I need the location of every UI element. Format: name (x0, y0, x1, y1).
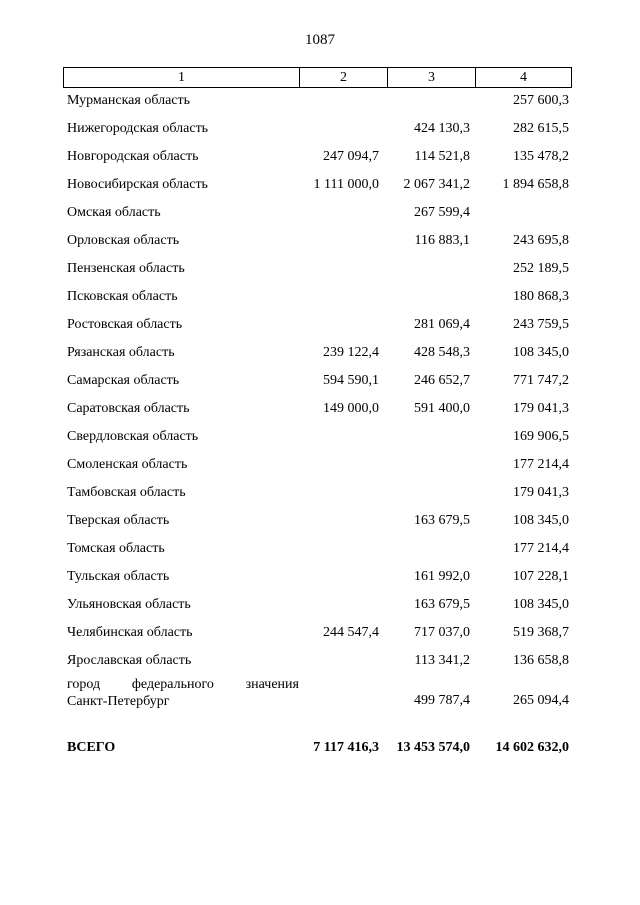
cell-col-3: 591 400,0 (414, 401, 470, 416)
cell-col-3: 161 992,0 (414, 569, 470, 584)
row-name-word: федерального (131, 677, 214, 692)
cell-col-2: 244 547,4 (323, 625, 379, 640)
row-name: Ростовская область (67, 317, 183, 332)
cell-col-4: 107 228,1 (513, 569, 569, 584)
table-row (63, 200, 572, 228)
row-name: Пензенская область (67, 261, 185, 276)
table-row (63, 648, 572, 676)
row-name-word: значения (245, 677, 299, 692)
total-label: ВСЕГО (67, 740, 116, 755)
cell-col-4: 177 214,4 (513, 541, 569, 556)
cell-col-3: 246 652,7 (414, 373, 470, 388)
cell-col-4: 519 368,7 (513, 625, 569, 640)
table-row (63, 228, 572, 256)
row-name: Ярославская область (67, 653, 192, 668)
row-name: Нижегородская область (67, 121, 209, 136)
column-header-3: 3 (388, 68, 476, 87)
cell-col-4: 179 041,3 (513, 485, 569, 500)
column-header-1: 1 (64, 68, 300, 87)
row-name: Новосибирская область (67, 177, 208, 192)
cell-col-3: 499 787,4 (414, 693, 470, 708)
cell-col-4: 265 094,4 (513, 693, 569, 708)
cell-col-3: 424 130,3 (414, 121, 470, 136)
row-name: Орловская область (67, 233, 180, 248)
table-row (63, 620, 572, 648)
row-name: Смоленская область (67, 457, 188, 472)
table-row (63, 592, 572, 620)
cell-col-4: 243 759,5 (513, 317, 569, 332)
cell-col-3: 113 341,2 (414, 653, 470, 668)
column-header-4: 4 (520, 69, 527, 85)
table-row (63, 116, 572, 144)
row-name: Тульская область (67, 569, 170, 584)
row-name: Саратовская область (67, 401, 190, 416)
table-row-saint-petersburg (63, 676, 572, 724)
cell-col-3: 267 599,4 (414, 205, 470, 220)
cell-col-3: 116 883,1 (414, 233, 470, 248)
cell-col-4: 108 345,0 (513, 597, 569, 612)
cell-col-4: 179 041,3 (513, 401, 569, 416)
cell-col-4: 180 868,3 (513, 289, 569, 304)
table-row (63, 88, 572, 116)
cell-col-3: 717 037,0 (414, 625, 470, 640)
cell-col-3: 281 069,4 (414, 317, 470, 332)
cell-col-3: 428 548,3 (414, 345, 470, 360)
row-name: Псковская область (67, 289, 178, 304)
table-body (63, 88, 572, 760)
row-name: Челябинская область (67, 625, 193, 640)
cell-col-4: 177 214,4 (513, 457, 569, 472)
table-row (63, 340, 572, 368)
row-name: Самарская область (67, 373, 180, 388)
table-row (63, 368, 572, 396)
total-col-4: 14 602 632,0 (495, 740, 569, 755)
row-name-word: город (67, 677, 101, 692)
row-name: Ульяновская область (67, 597, 191, 612)
cell-col-2: 594 590,1 (323, 373, 379, 388)
cell-col-2: 149 000,0 (323, 401, 379, 416)
cell-col-4: 108 345,0 (513, 345, 569, 360)
cell-col-4: 771 747,2 (513, 373, 569, 388)
cell-col-3: 163 679,5 (414, 597, 470, 612)
table-row (63, 144, 572, 172)
table-row (63, 396, 572, 424)
row-name: Омская область (67, 205, 161, 220)
row-name-line-2: Санкт-Петербург (67, 694, 170, 709)
cell-col-4: 257 600,3 (513, 93, 569, 108)
table-row (63, 172, 572, 200)
cell-col-4: 108 345,0 (513, 513, 569, 528)
row-name: Свердловская область (67, 429, 199, 444)
cell-col-3: 2 067 341,2 (403, 177, 470, 192)
table-row (63, 480, 572, 508)
row-name (67, 676, 299, 710)
cell-col-4: 169 906,5 (513, 429, 569, 444)
cell-col-2: 247 094,7 (323, 149, 379, 164)
cell-col-3: 114 521,8 (414, 149, 470, 164)
row-name: Тверская область (67, 513, 170, 528)
cell-col-3: 163 679,5 (414, 513, 470, 528)
table-row (63, 452, 572, 480)
cell-col-2: 239 122,4 (323, 345, 379, 360)
cell-col-4: 252 189,5 (513, 261, 569, 276)
cell-col-4: 1 894 658,8 (502, 177, 569, 192)
table-row (63, 284, 572, 312)
cell-col-4: 136 658,8 (513, 653, 569, 668)
cell-col-2: 1 111 000,0 (313, 177, 379, 192)
page-number: 1087 (305, 32, 335, 48)
cell-col-4: 282 615,5 (513, 121, 569, 136)
row-name: Мурманская область (67, 93, 191, 108)
table-row (63, 312, 572, 340)
table-row (63, 256, 572, 284)
total-col-3: 13 453 574,0 (396, 740, 470, 755)
row-name-line-1 (67, 676, 299, 693)
cell-col-4: 243 695,8 (513, 233, 569, 248)
table-row-total (63, 724, 572, 760)
row-name: Новгородская область (67, 149, 199, 164)
total-col-2: 7 117 416,3 (313, 740, 379, 755)
table-row (63, 536, 572, 564)
table-row (63, 424, 572, 452)
row-name: Рязанская область (67, 345, 175, 360)
column-header-2: 2 (300, 68, 388, 87)
cell-col-4: 135 478,2 (513, 149, 569, 164)
table-header (63, 67, 572, 88)
table-row (63, 564, 572, 592)
table-row (63, 508, 572, 536)
row-name: Томская область (67, 541, 165, 556)
row-name: Тамбовская область (67, 485, 186, 500)
